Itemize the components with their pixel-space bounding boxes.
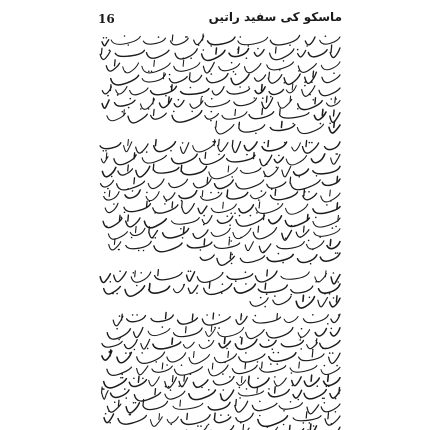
text-line	[113, 313, 340, 326]
text-line	[100, 270, 340, 284]
urdu-handwritten-text	[98, 32, 342, 422]
page-number: 16	[98, 12, 115, 26]
text-line	[109, 239, 340, 253]
text-line	[100, 46, 340, 60]
text-line	[111, 71, 340, 85]
text-line	[106, 60, 340, 73]
text-line	[102, 164, 340, 179]
text-line	[102, 350, 340, 364]
text-line	[105, 201, 340, 214]
running-head: ماسکو کی سفید راتیں	[208, 10, 342, 24]
text-line	[102, 96, 340, 110]
text-line	[215, 121, 340, 134]
text-line	[102, 387, 341, 401]
text-line	[104, 282, 340, 296]
text-line	[250, 295, 340, 308]
text-line	[107, 109, 340, 123]
body-text	[98, 32, 342, 422]
page-header	[98, 10, 342, 30]
text-line	[107, 326, 340, 340]
text-line	[187, 424, 340, 430]
text-line	[101, 152, 340, 165]
text-line	[200, 252, 340, 265]
text-line	[108, 226, 340, 240]
text-line	[104, 189, 340, 202]
text-line	[102, 34, 340, 47]
text-line	[104, 375, 340, 388]
text-line	[107, 362, 340, 376]
text-line	[100, 139, 340, 153]
text-line	[102, 84, 340, 98]
text-line	[102, 337, 340, 350]
text-line	[104, 412, 340, 426]
